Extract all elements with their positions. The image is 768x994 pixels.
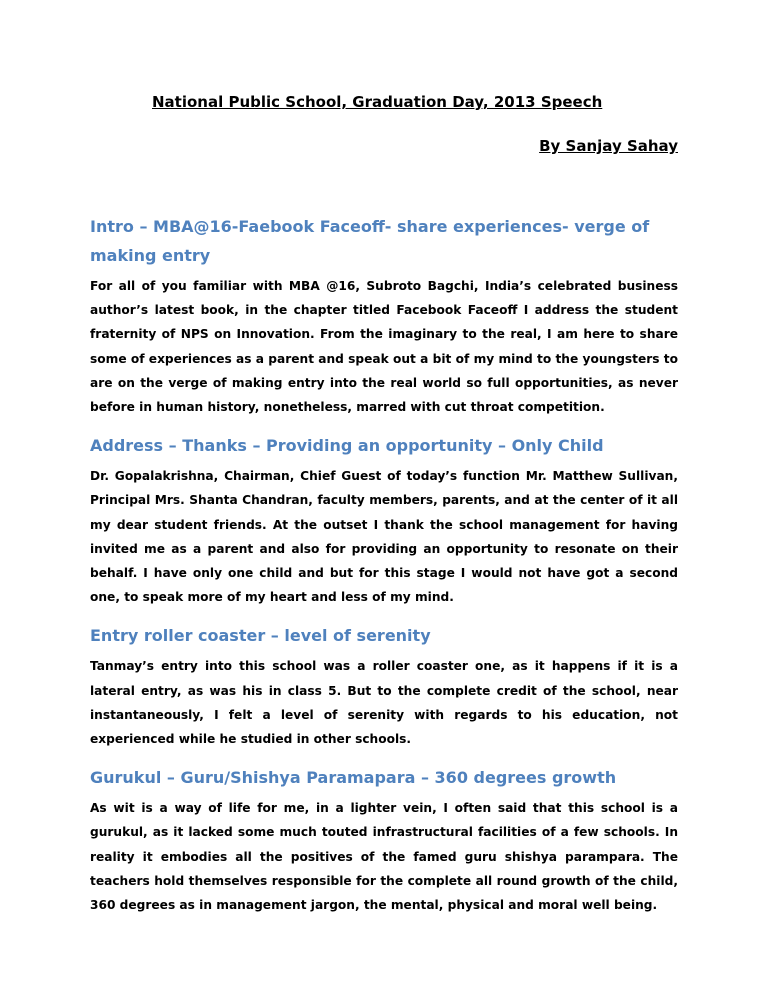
section-address	[90, 431, 678, 609]
section-paragraph: Tanmay’s entry into this school was a roller coaster one, as it happens if it is a lateral entry, as was his in class 5. But to the complete credit of the school, near instantaneously, I felt a level of serenity with regards to his education, not experienced while he studied in other schools.	[90, 659, 678, 747]
section-intro	[90, 212, 678, 419]
section-heading: Intro – MBA@16-Faebook Faceoff- share experiences- verge of making entry	[90, 217, 650, 265]
section-paragraph: Dr. Gopalakrishna, Chairman, Chief Guest of today’s function Mr. Matthew Sullivan, Principal Mrs. Shanta Chandran, faculty members, parents, and at the center of it all my dear student friends. At the outset I thank the school management for having invited me as a parent and also for providing an opportunity to resonate on their behalf. I have only one child and but for this stage I would not have got a second one, to speak more of my heart and less of my mind.	[90, 469, 678, 605]
section-paragraph: For all of you familiar with MBA @16, Subroto Bagchi, India’s celebrated business author’s latest book, in the chapter titled Facebook Faceoff I address the student fraternity of NPS on Innovation. From the imaginary to the real, I am here to share some of experiences as a parent and speak out a bit of my mind to the youngsters to are on the verge of making entry into the real world so full opportunities, as never before in human history, nonetheless, marred with cut throat competition.	[90, 279, 678, 415]
document-title: National Public School, Graduation Day, 2013 Speech	[152, 93, 603, 111]
section-heading: Address – Thanks – Providing an opportunity – Only Child	[90, 436, 604, 456]
section-gurukul	[90, 763, 678, 917]
author-byline: By Sanjay Sahay	[539, 137, 678, 155]
section-heading: Entry roller coaster – level of serenity	[90, 626, 431, 646]
section-heading: Gurukul – Guru/Shishya Paramapara – 360 degrees growth	[90, 768, 617, 788]
document-body	[90, 212, 678, 929]
section-entry	[90, 621, 678, 751]
section-paragraph: As wit is a way of life for me, in a lighter vein, I often said that this school is a gurukul, as it lacked some much touted infrastructural facilities of a few schools. In reality it embodies all the positives of the famed guru shishya parampara. The teachers hold themselves responsible for the complete all round growth of the child, 360 degrees as in management jargon, the mental, physical and moral well being.	[90, 801, 678, 913]
